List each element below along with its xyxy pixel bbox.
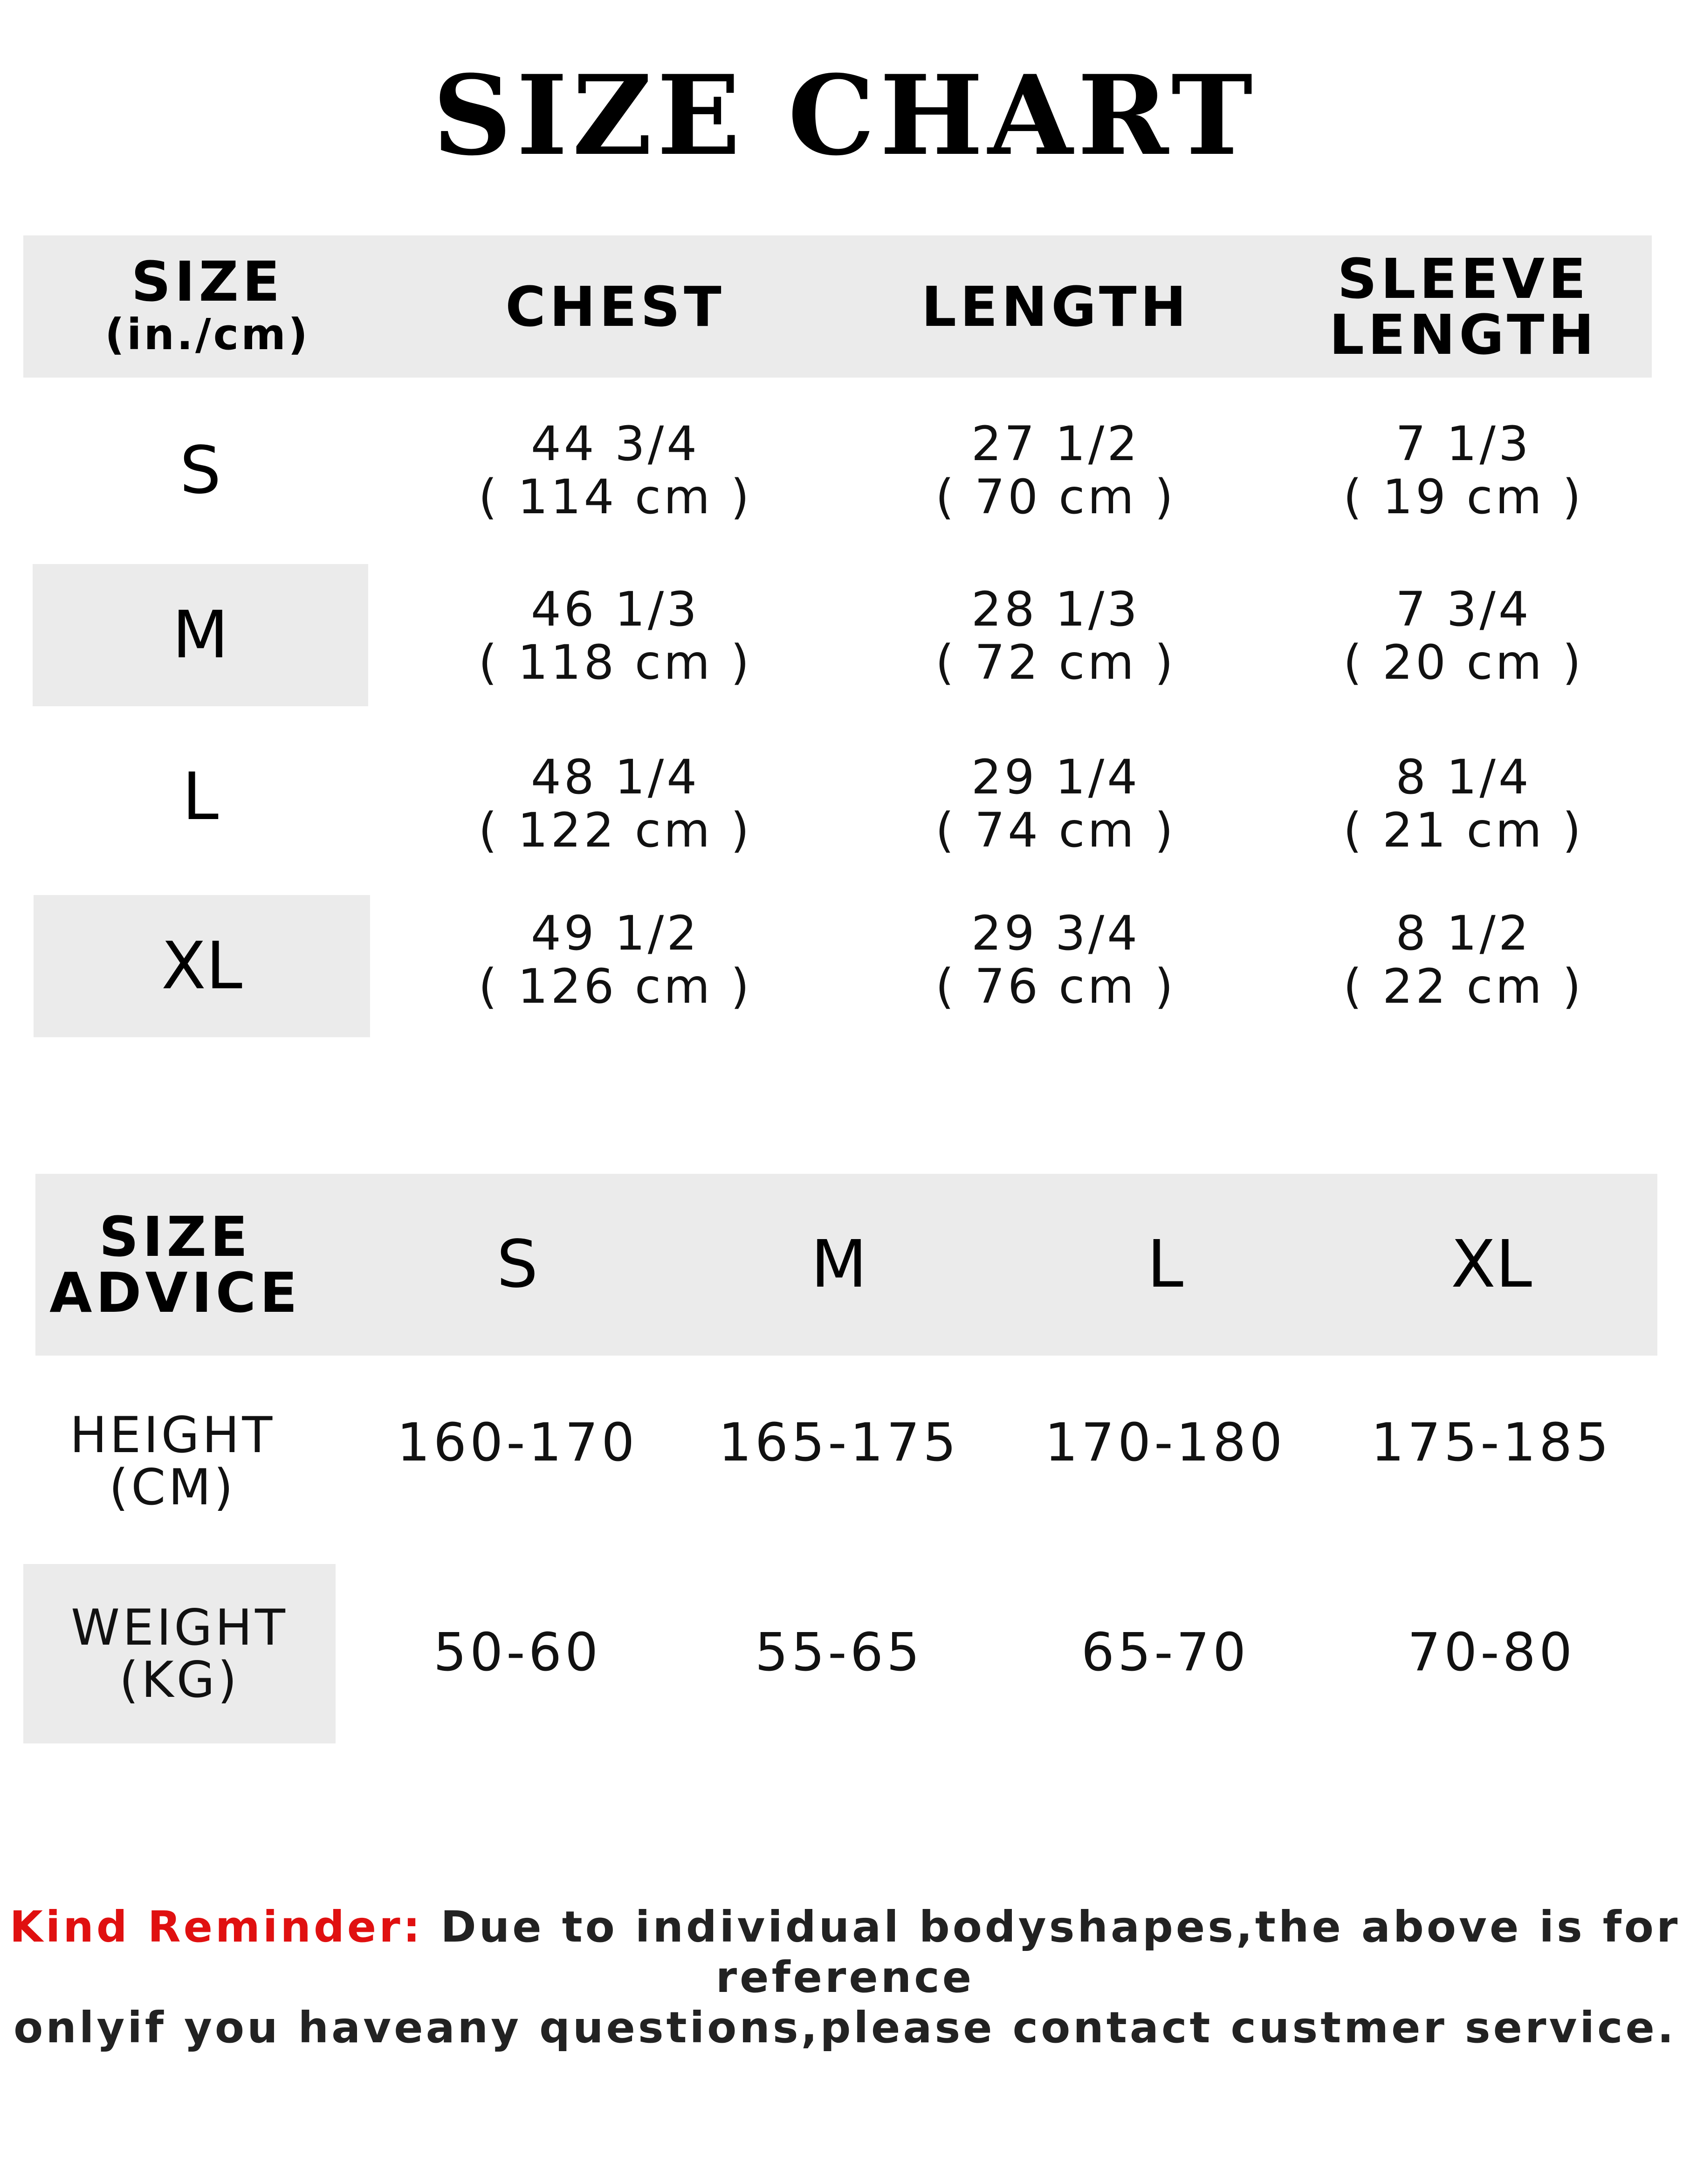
sleeve-length-header bbox=[1258, 235, 1669, 378]
reminder-text-line1: Due to individual bodyshapes,the above is for reference bbox=[423, 1902, 1681, 2002]
chest-cell-m bbox=[401, 566, 830, 706]
advice-size-xl: XL bbox=[1451, 1226, 1532, 1302]
chest-cm: ( 126 cm ) bbox=[478, 959, 752, 1014]
length-inches: 27 1/2 bbox=[971, 416, 1140, 472]
weight-xl: 70-80 bbox=[1407, 1622, 1576, 1683]
chest-cell-xl bbox=[401, 890, 830, 1030]
length-cell-l bbox=[834, 734, 1277, 874]
height-s: 160-170 bbox=[397, 1412, 638, 1473]
weight-label-line1: WEIGHT bbox=[71, 1598, 288, 1656]
size-cell-s: S bbox=[179, 433, 221, 509]
length-cell-xl bbox=[834, 890, 1277, 1030]
chest-cm: ( 122 cm ) bbox=[478, 803, 752, 858]
size-cell-xl: XL bbox=[34, 895, 370, 1037]
kind-reminder bbox=[0, 1902, 1690, 2053]
length-cm: ( 76 cm ) bbox=[935, 959, 1176, 1014]
sleeve-cm: ( 19 cm ) bbox=[1343, 469, 1584, 525]
length-inches: 29 1/4 bbox=[971, 750, 1140, 805]
height-label-line2: (CM) bbox=[109, 1459, 236, 1516]
height-label-line1: HEIGHT bbox=[69, 1406, 275, 1464]
page-title: SIZE CHART bbox=[433, 51, 1257, 180]
chest-cm: ( 114 cm ) bbox=[478, 469, 752, 525]
size-cell-l: L bbox=[182, 759, 219, 835]
height-label bbox=[23, 1385, 322, 1538]
sleeve-inches: 8 1/2 bbox=[1395, 906, 1532, 961]
sleeve-cm: ( 21 cm ) bbox=[1343, 803, 1584, 858]
length-cm: ( 70 cm ) bbox=[935, 469, 1176, 525]
chest-cm: ( 118 cm ) bbox=[478, 635, 752, 690]
size-advice-line1: SIZE bbox=[99, 1205, 252, 1269]
sleeve-header-line2: LENGTH bbox=[1329, 302, 1598, 367]
size-header bbox=[23, 235, 392, 378]
height-xl: 175-185 bbox=[1371, 1412, 1612, 1473]
length-cell-m bbox=[834, 566, 1277, 706]
height-m: 165-175 bbox=[718, 1412, 960, 1473]
height-l: 170-180 bbox=[1044, 1412, 1286, 1473]
reminder-label: Kind Reminder: bbox=[9, 1902, 423, 1952]
sleeve-cell-m bbox=[1258, 566, 1669, 706]
sleeve-inches: 7 3/4 bbox=[1395, 582, 1532, 637]
weight-label bbox=[23, 1564, 336, 1743]
reminder-line1 bbox=[0, 1902, 1690, 2003]
length-cm: ( 74 cm ) bbox=[935, 803, 1176, 858]
chest-inches: 48 1/4 bbox=[530, 750, 700, 805]
sleeve-cm: ( 20 cm ) bbox=[1343, 635, 1584, 690]
size-header-unit: (in./cm) bbox=[104, 309, 310, 359]
sleeve-cell-l bbox=[1258, 734, 1669, 874]
length-inches: 29 3/4 bbox=[971, 906, 1140, 961]
chest-cell-s bbox=[401, 401, 830, 541]
chest-inches: 49 1/2 bbox=[530, 906, 700, 961]
size-cell-m: M bbox=[33, 564, 368, 706]
chest-header: CHEST bbox=[505, 274, 725, 339]
length-cm: ( 72 cm ) bbox=[935, 635, 1176, 690]
advice-size-l: L bbox=[1147, 1226, 1183, 1302]
size-header-label: SIZE bbox=[131, 249, 284, 314]
size-advice-header bbox=[35, 1174, 315, 1356]
weight-label-line2: (KG) bbox=[119, 1651, 240, 1709]
chest-inches: 46 1/3 bbox=[530, 582, 700, 637]
weight-m: 55-65 bbox=[755, 1622, 923, 1683]
sleeve-cell-xl bbox=[1258, 890, 1669, 1030]
length-cell-s bbox=[834, 401, 1277, 541]
sleeve-inches: 7 1/3 bbox=[1395, 416, 1532, 472]
chest-cell-l bbox=[401, 734, 830, 874]
sleeve-cm: ( 22 cm ) bbox=[1343, 959, 1584, 1014]
sleeve-cell-s bbox=[1258, 401, 1669, 541]
length-inches: 28 1/3 bbox=[971, 582, 1140, 637]
length-header: LENGTH bbox=[921, 274, 1190, 339]
advice-size-m: M bbox=[811, 1226, 867, 1302]
chest-inches: 44 3/4 bbox=[530, 416, 700, 472]
reminder-text-line2: onlyif you haveany questions,please contact custmer service. bbox=[14, 2003, 1676, 2053]
size-advice-line2: ADVICE bbox=[49, 1261, 301, 1325]
advice-size-s: S bbox=[496, 1226, 538, 1302]
sleeve-header-line1: SLEEVE bbox=[1337, 246, 1590, 311]
sleeve-inches: 8 1/4 bbox=[1395, 750, 1532, 805]
weight-s: 50-60 bbox=[433, 1622, 602, 1683]
weight-l: 65-70 bbox=[1081, 1622, 1250, 1683]
